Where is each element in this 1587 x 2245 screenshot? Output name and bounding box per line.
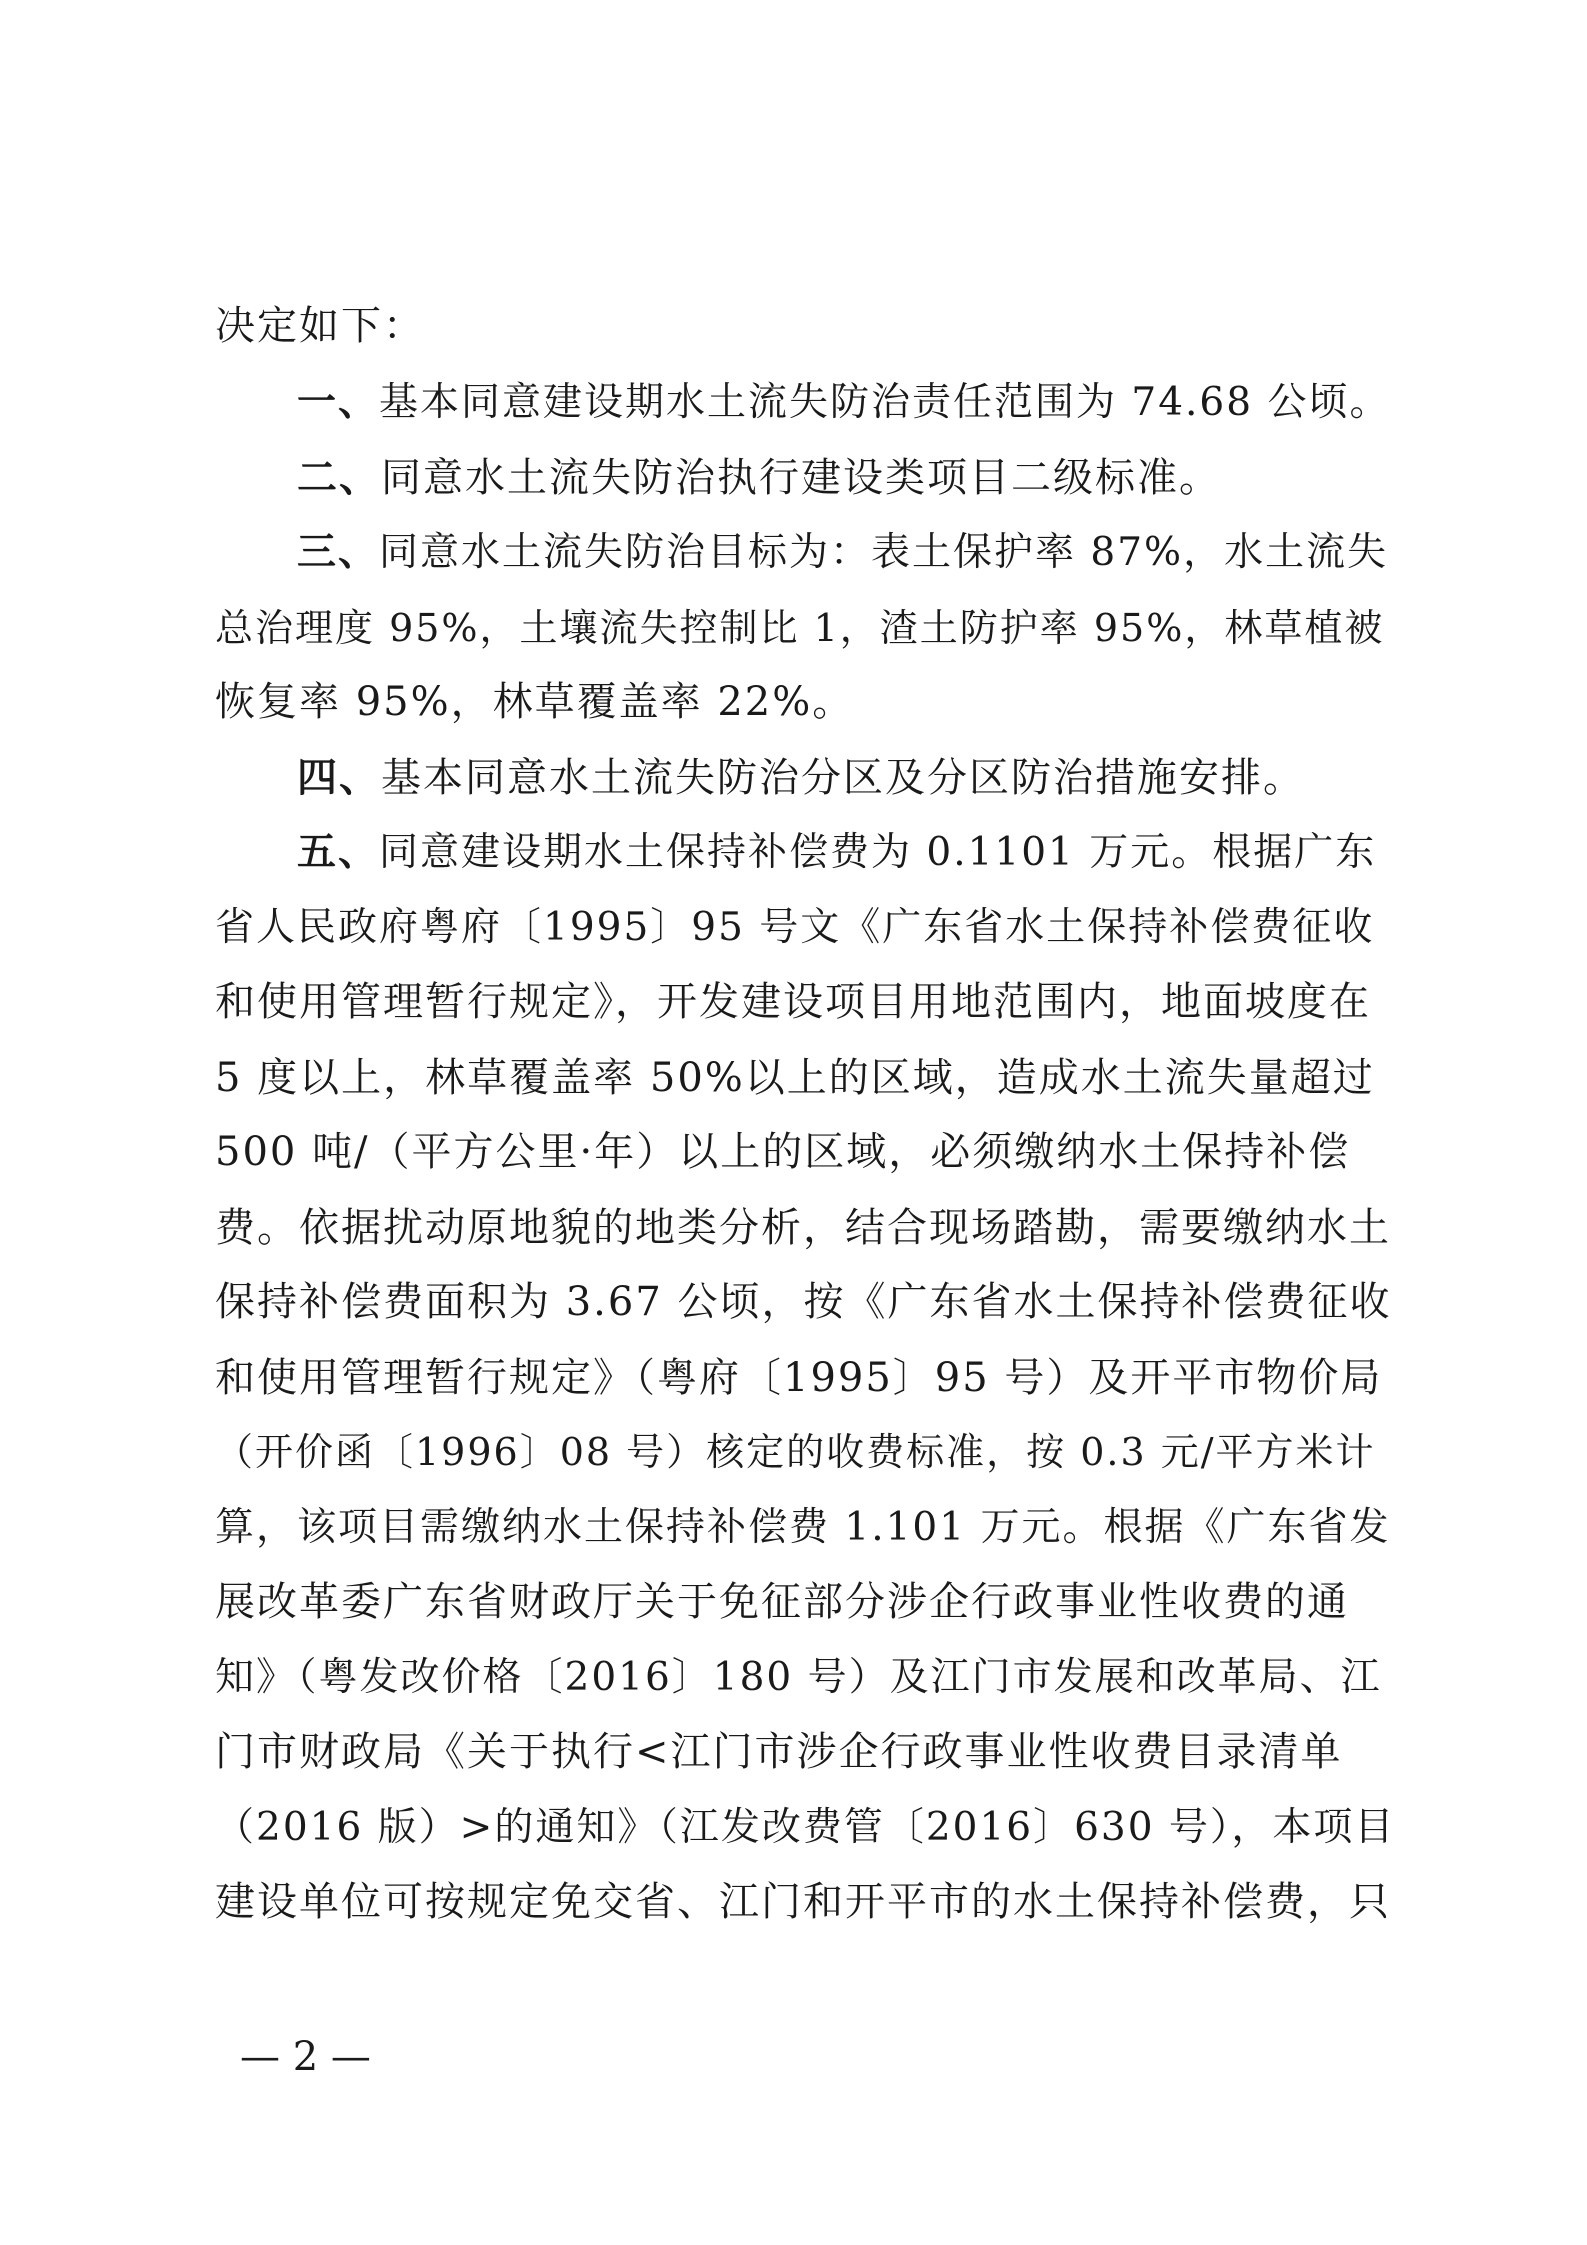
item-2-text: 同意水土流失防治执行建设类项目二级标准。 — [381, 455, 1221, 501]
item-3-line-1 — [297, 520, 1395, 584]
item-5-line-8: 和使用管理暂行规定》（粤府〔1995〕95 号）及开平市物价局 — [215, 1355, 1383, 1401]
item-3-line-2: 总治理度 95%，土壤流失控制比 1，渣土防护率 95%，林草植被 — [215, 606, 1385, 650]
item-5-line-4: 5 度以上，林草覆盖率 50%以上的区域，造成水土流失量超过 — [215, 1055, 1375, 1101]
item-5-label: 五、 — [297, 829, 380, 875]
item-4-text: 基本同意水土流失防治分区及分区防治措施安排。 — [381, 755, 1305, 801]
item-3-label: 三、 — [297, 529, 380, 575]
item-5-line-7: 保持补偿费面积为 3.67 公顷，按《广东省水土保持补偿费征收 — [215, 1279, 1392, 1325]
item-5-line-12: 知》（粤发改价格〔2016〕180 号）及江门市发展和改革局、江 — [215, 1655, 1382, 1700]
item-5-line-14: （2016 版）>的通知》（江发改费管〔2016〕630 号），本项目 — [215, 1805, 1396, 1850]
page-number: — 2 — — [240, 2034, 371, 2080]
item-1-text: 基本同意建设期水土流失防治责任范围为 74.68 公顷。 — [379, 380, 1391, 425]
item-5-line-5: 500 吨/（平方公里·年）以上的区域，必须缴纳水土保持补偿 — [215, 1129, 1351, 1175]
item-4-label: 四、 — [297, 754, 381, 801]
item-5-line-10: 算，该项目需缴纳水土保持补偿费 1.101 万元。根据《广东省发 — [215, 1505, 1391, 1550]
item-1-line-1 — [297, 370, 1395, 434]
item-5-line-13: 门市财政局《关于执行<江门市涉企行政事业性收费目录清单 — [215, 1729, 1343, 1775]
item-5-line-3: 和使用管理暂行规定》，开发建设项目用地范围内，地面坡度在 — [215, 979, 1371, 1025]
item-5-text: 同意建设期水土保持补偿费为 0.1101 万元。根据广东 — [379, 830, 1377, 875]
item-5-line-15: 建设单位可按规定免交省、江门和开平市的水土保持补偿费，只 — [215, 1879, 1391, 1925]
item-3-text: 同意水土流失防治目标为：表土保护率 87%，水土流失 — [379, 530, 1389, 575]
item-2-line-1 — [297, 446, 1395, 510]
item-5-line-1 — [297, 820, 1395, 884]
item-3-line-3: 恢复率 95%，林草覆盖率 22%。 — [215, 679, 855, 725]
item-1-label: 一、 — [297, 379, 380, 425]
item-4-line-1 — [297, 746, 1395, 810]
intro-line: 决定如下： — [215, 303, 425, 349]
item-5-line-11: 展改革委广东省财政厅关于免征部分涉企行政事业性收费的通 — [215, 1579, 1349, 1625]
item-2-label: 二、 — [297, 454, 381, 501]
item-5-line-6: 费。依据扰动原地貌的地类分析，结合现场踏勘，需要缴纳水土 — [215, 1205, 1391, 1251]
item-5-line-9: （开价函〔1996〕08 号）核定的收费标准，按 0.3 元/平方米计 — [215, 1430, 1376, 1474]
item-5-line-2: 省人民政府粤府〔1995〕95 号文《广东省水土保持补偿费征收 — [215, 905, 1375, 950]
